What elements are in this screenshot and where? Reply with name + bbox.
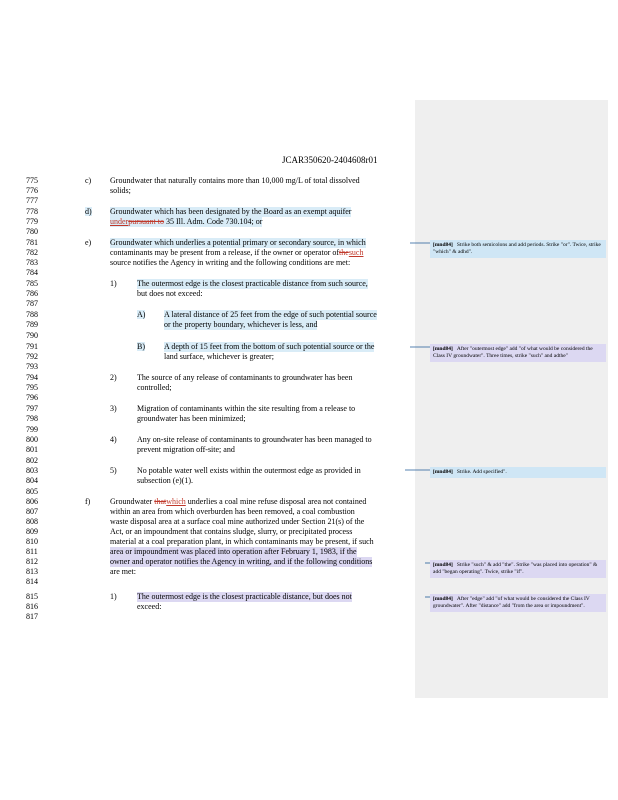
comment-text: Strike "such" & add "the". Strike "was placed into operation" & add "began operating". Twice, strike "if".	[433, 562, 598, 575]
line-number: 799	[26, 425, 38, 434]
line-number: 791	[26, 342, 38, 351]
line-number: 796	[26, 393, 38, 402]
comment-author: [mnd84]	[433, 596, 453, 602]
item-eA-line1: A lateral distance of 25 feet from the edge of such potential source	[164, 310, 377, 319]
item-f-line4: Act, or an impoundment that contains sludge, slurry, or precipitated process	[110, 527, 353, 536]
line-number: 789	[26, 320, 38, 329]
item-e1-label: 1)	[110, 279, 117, 288]
line-number: 801	[26, 445, 38, 454]
line-number: 797	[26, 404, 38, 413]
item-f-label: f)	[85, 497, 91, 506]
insertion: under	[110, 217, 129, 226]
comment-5[interactable]	[430, 594, 606, 612]
comment-author: [mnd84]	[433, 242, 453, 248]
item-eB-label: B)	[137, 342, 145, 351]
line-number: 784	[26, 268, 38, 277]
line-number: 792	[26, 352, 38, 361]
line-number: 795	[26, 383, 38, 392]
item-e5-line2: subsection (e)(1).	[137, 476, 193, 485]
line-number: 813	[26, 567, 38, 576]
item-e4-label: 4)	[110, 435, 117, 444]
comment-1[interactable]	[430, 240, 606, 258]
item-f-line8: are met:	[110, 567, 136, 576]
line-number: 802	[26, 456, 38, 465]
item-f-line6: area or impoundment was placed into operation after February 1, 1983, if the	[110, 547, 357, 556]
item-e-label: e)	[85, 238, 92, 247]
item-e4-line1: Any on-site release of contaminants to groundwater has been managed to	[137, 435, 372, 444]
line-number: 814	[26, 577, 38, 586]
comment-author: [mnd84]	[433, 346, 453, 352]
item-e2-line1: The source of any release of contaminants to groundwater has been	[137, 373, 353, 382]
item-e5-label: 5)	[110, 466, 117, 475]
item-eB-line1: A depth of 15 feet from the bottom of such potential source or the	[164, 342, 375, 351]
item-f1-line2: exceed:	[137, 602, 162, 611]
line-number: 817	[26, 612, 38, 621]
comment-text: After "edge" add "of what would be considered the Class IV groundwater". After "distance" add "from the area or impoundment".	[433, 596, 590, 609]
line-number: 804	[26, 476, 38, 485]
line-number: 815	[26, 592, 38, 601]
insertion: such	[348, 248, 364, 257]
item-eB-line2: land surface, whichever is greater;	[164, 352, 274, 361]
line-number: 782	[26, 248, 38, 257]
deletion: pursuant to	[128, 217, 164, 226]
line-number: 787	[26, 299, 38, 308]
line-number: 790	[26, 331, 38, 340]
line-number: 786	[26, 289, 38, 298]
item-eA-label: A)	[137, 310, 146, 319]
item-f-line5: material at a coal preparation plant, in which contaminants may be present, if such	[110, 537, 374, 546]
line-number: 794	[26, 373, 38, 382]
item-f-line3: waste disposal area at a surface coal mine authorized under Section 21(s) of the	[110, 517, 365, 526]
item-e-line3: source notifies the Agency in writing and the following conditions are met:	[110, 258, 351, 267]
line-number: 808	[26, 517, 38, 526]
item-c-line2: solids;	[110, 186, 131, 195]
line-number: 800	[26, 435, 38, 444]
line-number: 775	[26, 176, 38, 185]
line-number: 781	[26, 238, 38, 247]
line-number: 776	[26, 186, 38, 195]
item-d-line2: underpursuant to 35 Ill. Adm. Code 730.104; or	[110, 217, 263, 226]
item-d-label: d)	[85, 207, 92, 216]
item-e3-line1: Migration of contaminants within the site resulting from a release to	[137, 404, 356, 413]
line-number: 811	[26, 547, 38, 556]
deletion: the	[339, 248, 349, 257]
line-number: 816	[26, 602, 38, 611]
item-f1-label: 1)	[110, 592, 117, 601]
line-number: 783	[26, 258, 38, 267]
line-number: 809	[26, 527, 38, 536]
line-number: 785	[26, 279, 38, 288]
comment-text: Strike. Add specified".	[456, 469, 507, 475]
comment-author: [mnd84]	[433, 562, 453, 568]
comment-author: [mnd84]	[433, 469, 453, 475]
line-number: 777	[26, 196, 38, 205]
line-number: 806	[26, 497, 38, 506]
line-number: 803	[26, 466, 38, 475]
line-number: 798	[26, 414, 38, 423]
comment-2[interactable]	[430, 344, 606, 362]
item-e4-line2: prevent migration off-site; and	[137, 445, 235, 454]
item-e2-line2: controlled;	[137, 383, 172, 392]
line-number: 810	[26, 537, 38, 546]
document-id: JCAR350620-2404608r01	[282, 155, 378, 165]
insertion: which	[166, 497, 186, 506]
item-e5-line1: No potable water well exists within the outermost edge as provided in	[137, 466, 361, 475]
deletion: that	[154, 497, 167, 506]
item-d-line1: Groundwater which has been designated by the Board as an exempt aquifer	[110, 207, 352, 216]
item-f-line2: within an area from which overburden has been removed, a coal combustion	[110, 507, 355, 516]
item-e1-line1: The outermost edge is the closest practicable distance from such source,	[137, 279, 368, 288]
item-e-line2: contaminants may be present from a release, if the owner or operator ofthesuch	[110, 248, 364, 257]
line-number: 807	[26, 507, 38, 516]
comment-4[interactable]	[430, 560, 606, 578]
item-e3-label: 3)	[110, 404, 117, 413]
line-number: 788	[26, 310, 38, 319]
item-e1-line2: but does not exceed:	[137, 289, 203, 298]
line-number: 805	[26, 487, 38, 496]
comment-text: Strike both semicolons and add periods. Strike "or". Twice, strike "which" & adhd".	[433, 242, 601, 255]
item-f1-line1: The outermost edge is the closest practicable distance, but does not	[137, 592, 352, 601]
line-number: 778	[26, 207, 38, 216]
item-c-label: c)	[85, 176, 92, 185]
line-number: 793	[26, 362, 38, 371]
item-e-line1: Groundwater which underlies a potential primary or secondary source, in which	[110, 238, 366, 247]
line-number: 779	[26, 217, 38, 226]
item-e3-line2: groundwater has been minimized;	[137, 414, 246, 423]
item-eA-line2: or the property boundary, whichever is less, and	[164, 320, 318, 329]
comment-text: After "outermost edge" add "of what would be considered the Class IV groundwater". Three times, strike "such" and adthe"	[433, 346, 593, 359]
item-f-line7: owner and operator notifies the Agency in writing, and if the following conditions	[110, 557, 373, 566]
line-number: 780	[26, 227, 38, 236]
item-e2-label: 2)	[110, 373, 117, 382]
item-f-line1: Groundwater thatwhich underlies a coal mine refuse disposal area not contained	[110, 497, 367, 506]
line-number: 812	[26, 557, 38, 566]
item-c-line1: Groundwater that naturally contains more than 10,000 mg/L of total dissolved	[110, 176, 360, 185]
comment-3[interactable]	[430, 467, 606, 478]
